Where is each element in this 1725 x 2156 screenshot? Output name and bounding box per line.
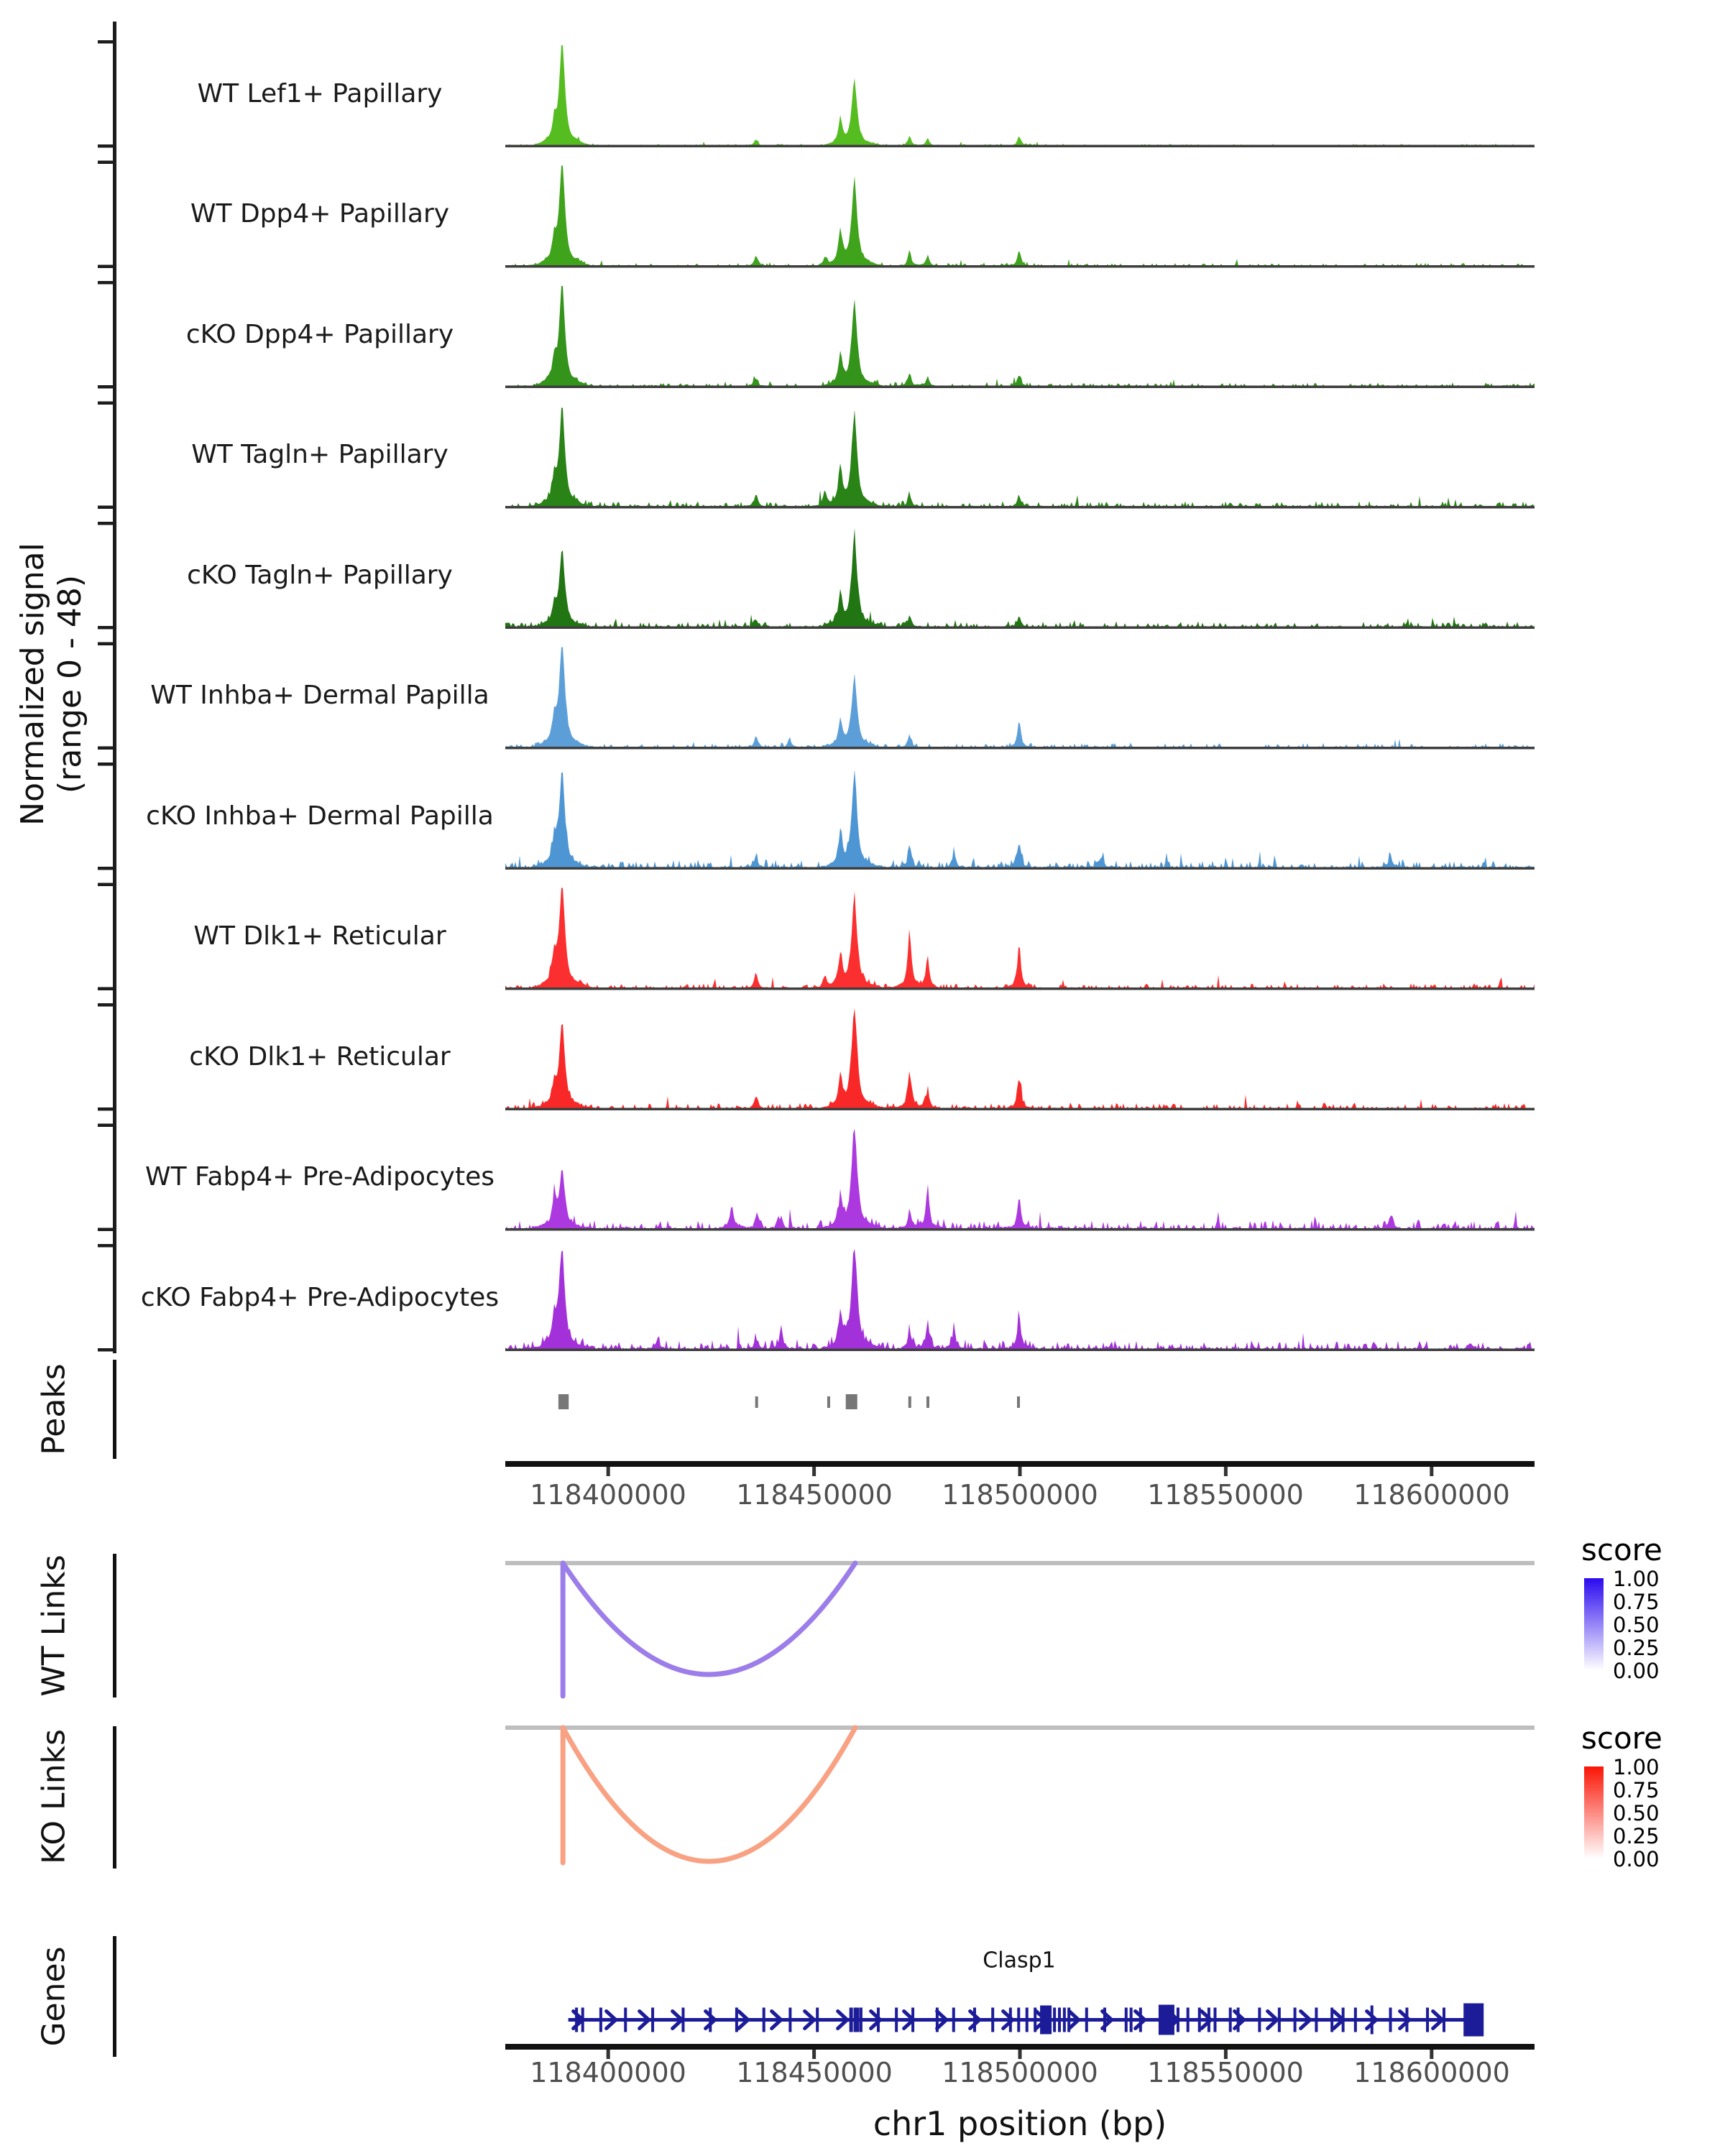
peak-interval (846, 1394, 857, 1409)
signal-track-5 (505, 528, 1535, 627)
ko-links-score-legend (1578, 1720, 1725, 1893)
signal-track-2 (505, 166, 1535, 267)
signal-track-3 (505, 286, 1535, 387)
gene-exon (877, 2008, 880, 2032)
wt-links-score-legend (1578, 1532, 1725, 1705)
track-baseline (505, 1108, 1535, 1111)
gene-exon (1139, 2008, 1142, 2032)
link-arc (563, 1563, 855, 1674)
y-axis-tick (98, 1244, 114, 1248)
gene-exon (1278, 2008, 1281, 2032)
gene-exon (816, 2008, 819, 2032)
gene-exon (1026, 2008, 1029, 2032)
y-axis-tick (98, 987, 114, 991)
legend-title: score (1581, 1532, 1662, 1567)
gene-exon (1125, 2008, 1128, 2032)
link-arc (563, 1728, 855, 1861)
track-baseline (505, 627, 1535, 630)
axis-tick-label: 118550000 (1147, 1479, 1304, 1511)
gene-exon (1315, 2008, 1317, 2032)
y-axis-label (14, 543, 89, 826)
gene-exon (1237, 2008, 1240, 2032)
gene-exon (788, 2008, 791, 2032)
section-label-wt-links: WT Links (35, 1554, 73, 1697)
section-label-peaks: Peaks (35, 1363, 73, 1455)
legend-tick-label: 0.25 (1613, 1636, 1660, 1660)
gene-exon (1053, 2008, 1056, 2032)
gene-exon (1426, 2008, 1429, 2032)
gene-exon (1103, 2008, 1106, 2032)
signal-track-10 (505, 1129, 1535, 1230)
gene-exon (952, 2008, 955, 2032)
y-axis-tick (98, 626, 114, 630)
genes-bracket (113, 1936, 116, 2057)
gene-name-label: Clasp1 (983, 1948, 1056, 1973)
position-axis-line (505, 2044, 1535, 2050)
gene-exon (1067, 2008, 1070, 2032)
gene-exon (1258, 2008, 1261, 2032)
gene-exon (991, 2008, 994, 2032)
y-axis-line (113, 22, 116, 1353)
gene-exon (1177, 2008, 1179, 2032)
y-axis-label-line2: (range 0 - 48) (52, 574, 88, 794)
y-axis-tick (98, 385, 114, 389)
gene-exon (624, 2008, 627, 2032)
track-label: cKO Dlk1+ Reticular (189, 1042, 451, 1072)
gene-exon (1354, 2008, 1357, 2032)
gene-exon (1017, 2008, 1020, 2032)
links-panel-line (505, 1561, 1535, 1565)
track-baseline (505, 265, 1535, 268)
y-axis-tick (98, 883, 114, 887)
y-axis-tick (98, 281, 114, 285)
y-axis-tick (98, 1003, 114, 1007)
section-label-ko-links: KO Links (35, 1728, 73, 1865)
track-baseline (505, 987, 1535, 990)
axis-tick-label: 118450000 (736, 1479, 893, 1511)
gene-exon (911, 2008, 914, 2032)
gene-exon (1208, 2008, 1210, 2032)
gene-exon (1130, 2008, 1133, 2032)
legend-tick-label: 0.00 (1613, 1659, 1660, 1683)
gene-exon (681, 2008, 684, 2032)
gene-exon (599, 2008, 602, 2032)
track-baseline (505, 386, 1535, 389)
gene-exon (1009, 2008, 1012, 2032)
y-axis-tick (98, 1107, 114, 1111)
peak-interval (926, 1396, 929, 1408)
gene-exon (1085, 2008, 1088, 2032)
axis-tick-label: 118450000 (736, 2057, 893, 2088)
axis-tick-label: 118400000 (530, 1479, 686, 1511)
y-axis-tick (98, 402, 114, 405)
y-axis-tick (98, 763, 114, 766)
track-label: cKO Fabp4+ Pre-Adipocytes (140, 1283, 500, 1312)
peak-interval (908, 1396, 911, 1408)
y-axis-tick (98, 522, 114, 525)
axis-tick-label: 118400000 (530, 2057, 686, 2088)
gene-exon (1058, 2008, 1061, 2032)
signal-track-7 (505, 770, 1535, 868)
legend-tick-label: 0.75 (1613, 1590, 1660, 1614)
track-label: cKO Tagln+ Papillary (187, 561, 453, 590)
gene-exon (860, 2008, 862, 2032)
track-baseline (505, 747, 1535, 750)
signal-track-1 (505, 45, 1535, 146)
signal-track-11 (505, 1249, 1535, 1350)
y-axis-tick (98, 40, 114, 44)
score-gradient-bar (1584, 1578, 1604, 1670)
track-label: WT Dpp4+ Papillary (190, 199, 450, 229)
signal-track-6 (505, 648, 1535, 748)
gene-exon (1371, 2006, 1374, 2035)
gene-exon (651, 2008, 654, 2032)
gene-exon (1063, 2008, 1066, 2032)
legend-tick-label: 0.75 (1613, 1778, 1660, 1802)
track-baseline (505, 145, 1535, 148)
gene-exon (1198, 2008, 1201, 2032)
signal-track-8 (505, 888, 1535, 989)
y-axis-tick (98, 506, 114, 510)
y-axis-tick (98, 867, 114, 870)
axis-tick-label: 118500000 (942, 1479, 1098, 1511)
gene-exon (1034, 2008, 1036, 2032)
track-label: WT Tagln+ Papillary (191, 440, 448, 469)
legend-tick-label: 0.50 (1613, 1801, 1660, 1825)
gene-exon (973, 2008, 976, 2032)
score-gradient-bar (1584, 1766, 1604, 1858)
gene-exon (1463, 2004, 1484, 2037)
gene-exon (1214, 2008, 1217, 2032)
track-label: WT Inhba+ Dermal Papilla (150, 681, 489, 710)
peaks-bracket (113, 1360, 116, 1459)
signal-track-4 (505, 407, 1535, 507)
y-axis-tick (98, 1348, 114, 1352)
gene-exon (581, 2008, 584, 2032)
peak-interval (1017, 1396, 1020, 1408)
gene-exon (763, 2008, 765, 2032)
links-panel-line (505, 1726, 1535, 1730)
y-axis-label-line1: Normalized signal (14, 543, 51, 826)
gene-exon (1405, 2008, 1408, 2032)
track-label: cKO Inhba+ Dermal Papilla (146, 801, 494, 831)
y-axis-tick (98, 1228, 114, 1232)
position-axis-tick (1224, 1467, 1228, 1476)
gene-exon (1229, 2008, 1232, 2032)
position-axis-tick (812, 1467, 816, 1476)
position-axis-tick (607, 1467, 610, 1476)
gene-exon (850, 2008, 853, 2032)
gene-exon (1443, 2008, 1445, 2032)
track-label: WT Dlk1+ Reticular (193, 921, 446, 951)
gene-exon (854, 2008, 860, 2032)
y-axis-tick (98, 747, 114, 750)
axis-tick-label: 118600000 (1353, 2057, 1510, 2088)
peak-interval (558, 1394, 569, 1409)
track-baseline (505, 867, 1535, 870)
gene-exon (1342, 2008, 1345, 2032)
wt-links-bracket (113, 1554, 116, 1697)
gene-exon (1187, 2008, 1190, 2032)
signal-track-9 (505, 1008, 1535, 1109)
gene-exon (1330, 2008, 1333, 2032)
legend-tick-label: 0.00 (1613, 1847, 1660, 1871)
gene-exon (1294, 2008, 1297, 2032)
position-axis-line (505, 1461, 1535, 1467)
track-label: WT Fabp4+ Pre-Adipocytes (145, 1162, 494, 1192)
gene-exon (936, 2008, 939, 2032)
track-label: cKO Dpp4+ Papillary (185, 320, 454, 349)
peak-interval (827, 1396, 830, 1408)
y-axis-tick (98, 161, 114, 165)
y-axis-tick (98, 1124, 114, 1128)
gene-exon (1159, 2005, 1174, 2035)
position-axis-tick (1430, 1467, 1433, 1476)
gene-exon (575, 2008, 578, 2032)
legend-tick-label: 0.25 (1613, 1824, 1660, 1848)
gene-exon (709, 2008, 712, 2032)
gene-exon (1389, 2008, 1392, 2032)
y-axis-tick (98, 144, 114, 148)
legend-tick-label: 1.00 (1613, 1567, 1660, 1591)
track-baseline (505, 1349, 1535, 1352)
legend-tick-label: 1.00 (1613, 1755, 1660, 1779)
track-label: WT Lef1+ Papillary (197, 79, 443, 109)
legend-title: score (1581, 1720, 1662, 1756)
gene-exon (735, 2008, 738, 2032)
peak-interval (755, 1396, 758, 1408)
section-label-genes: Genes (35, 1946, 73, 2047)
track-baseline (505, 1228, 1535, 1231)
axis-tick-label: 118500000 (942, 2057, 1098, 2088)
gene-exon (895, 2008, 898, 2032)
position-axis-tick (1018, 1467, 1022, 1476)
y-axis-tick (98, 642, 114, 646)
track-baseline (505, 506, 1535, 509)
ko-links-bracket (113, 1726, 116, 1869)
x-axis-label: chr1 position (bp) (873, 2104, 1167, 2143)
y-axis-tick (98, 265, 114, 269)
axis-tick-label: 118600000 (1353, 1479, 1510, 1511)
axis-tick-label: 118550000 (1147, 2057, 1304, 2088)
gene-exon (1040, 2006, 1052, 2035)
legend-tick-label: 0.50 (1613, 1613, 1660, 1637)
